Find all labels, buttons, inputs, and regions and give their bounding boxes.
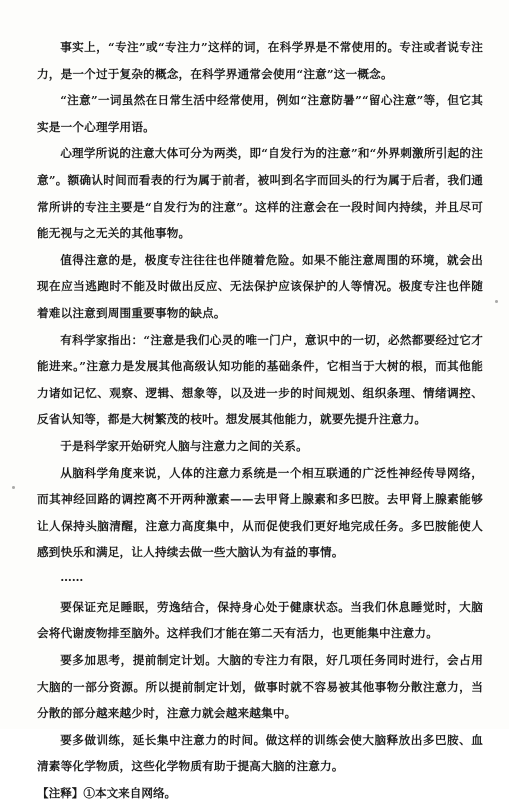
paragraph-8: 要保证充足睡眠，劳逸结合，保持身心处于健康状态。当我们休息睡觉时，大脑会将代谢废物排至脑外。这样我们才能在第二天有活力，也更能集中注意力。: [37, 599, 483, 641]
paragraph-7: 从脑科学角度来说，人体的注意力系统是一个相互联通的广泛性神经传导网络，而其神经回路的调控离不开两种激素——去甲肾上腺素和多巴胺。去甲肾上腺素能够让人保持头脑清醒，注意力高度集中，从而促使我们更好地完成任务。多巴胺能使人感到快乐和满足，让人持续去做一些大脑认为有益的事情。: [37, 465, 483, 560]
scan-speck: [12, 486, 15, 489]
paragraph-5: 有科学家指出：“注意是我们心灵的唯一门户，意识中的一切，必然都要经过它才能进来。”注意力是发展其他高级认知功能的基础条件，它相当于大树的根，而其他能力诸如记忆、观察、逻辑、想象等，以及进一步的时间规划、组织条理、情绪调控、反省认知等，都是大树繁茂的枝叶。想发展其他能力，就要先提升注意力。: [37, 332, 483, 427]
article-body-bottom: [37, 594, 483, 780]
paragraph-9: 要多加思考，提前制定计划。大脑的专注力有限，好几项任务同时进行，会占用大脑的一部分资源。所以提前制定计划，做事时就不容易被其他事物分散注意力，当分散的部分越来越少时，注意力就会越来越集中。: [37, 653, 483, 721]
paragraph-3: 心理学所说的注意大体可分为两类，即“自发行为的注意”和“外界刺激所引起的注意”。额确认时间而看表的行为属于前者，被叫到名字而回头的行为属于后者，我们通常所讲的专注主要是“自发行为的注意”。这样的注意会在一段时间内持续，并且尽可能无视与之无关的其他事物。: [37, 146, 483, 241]
paragraph-1: 事实上，“专注”或“专注力”这样的词，在科学界是不常使用的。专注或者说专注力，是一个过于复杂的概念，在科学界通常会使用“注意”这一概念。: [37, 40, 483, 81]
paragraph-10: 要多做训练，延长集中注意力的时间。做这样的训练会使大脑释放出多巴胺、血清素等化学物质，这些化学物质有助于提高大脑的注意力。: [37, 732, 483, 774]
paragraph-2: “注意”一词虽然在日常生活中经常使用，例如“注意防暑”“留心注意”等，但它其实是一个心理学用语。: [37, 93, 483, 134]
paragraph-4: 值得注意的是，极度专注往往也伴随着危险。如果不能注意周围的环境，就会出现在应当逃跑时不能及时做出反应、无法保护应该保护的人等情况。极度专注也伴随着难以注意到周围重要事物的缺点。: [37, 252, 483, 320]
source-note: 【注释】①本文来自网络。: [37, 786, 177, 801]
scan-speck: [495, 300, 498, 303]
paragraph-6: 于是科学家开始研究人脑与注意力之间的关系。: [60, 438, 308, 453]
omission-ellipsis: ……: [60, 569, 84, 584]
article-body-top: [37, 34, 483, 566]
